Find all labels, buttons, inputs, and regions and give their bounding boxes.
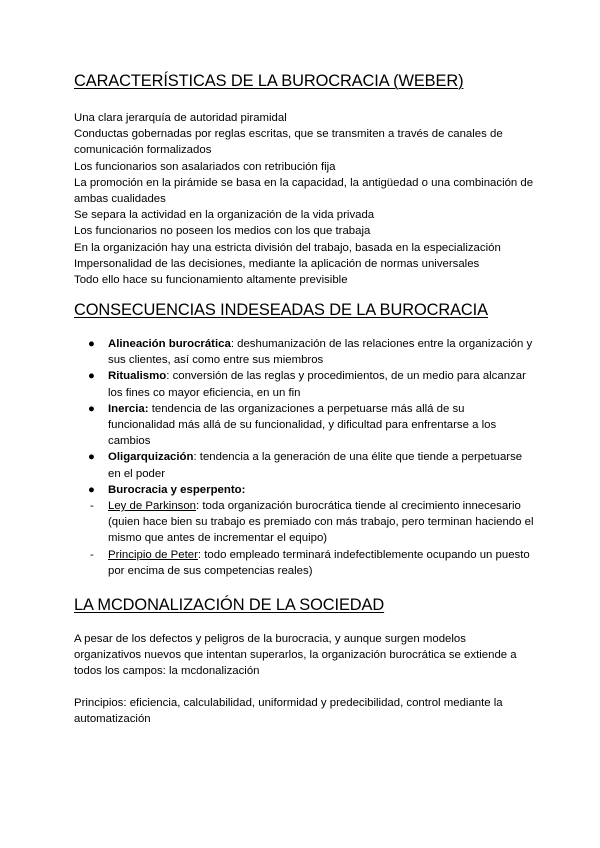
item-text: : todo empleado terminará indefectiblemente ocupando un puesto por encima de sus competencias reales)	[108, 548, 530, 577]
item-term: Burocracia y esperpento:	[108, 483, 246, 496]
caracteristica-line: Los funcionarios no poseen los medios con los que trabaja	[74, 225, 371, 238]
caracteristica-line: Una clara jerarquía de autoridad piramidal	[74, 112, 287, 124]
caracteristica-line: Los funcionarios son asalariados con retribución fija	[74, 160, 336, 173]
list-item	[74, 401, 534, 450]
bullet-marker: ●	[88, 451, 95, 464]
list-item	[74, 368, 534, 400]
caracteristica-line: Se separa la actividad en la organización de la vida privada	[74, 209, 375, 222]
item-term: Ley de Parkinson	[108, 500, 197, 513]
dash-marker: -	[90, 548, 94, 561]
item-text: : conversión de las reglas y procedimientos, de un medio para alcanzar los fines co mayor eficiencia, en un fin	[108, 370, 526, 399]
caracteristicas-list	[74, 110, 534, 288]
item-term: Inercia:	[108, 402, 149, 415]
paragraph-text: A pesar de los defectos y peligros de la burocracia, y aunque surgen modelos organizativos nuevos que intentan superarlos, la organización burocrática se extiende a todos los campos: la mcdonalización	[74, 633, 517, 678]
section-heading-caracteristicas: CARACTERÍSTICAS DE LA BUROCRACIA (WEBER)	[74, 72, 464, 90]
item-term: Alineación burocrática	[108, 338, 231, 350]
mcdonalizacion-paragraph	[74, 631, 534, 680]
caracteristica-line: Conductas gobernadas por reglas escritas, que se transmiten a través de canales de comunicación formalizados	[74, 128, 503, 157]
list-item	[74, 482, 534, 498]
item-text: : deshumanización de las relaciones entre la organización y sus clientes, así como entre sus miembros	[108, 338, 533, 367]
section-heading-mcdonalizacion: LA MCDONALIZACIÓN DE LA SOCIEDAD	[74, 596, 385, 614]
sub-list-item	[74, 547, 534, 579]
bullet-marker: ●	[88, 402, 95, 415]
item-text: : toda organización burocrática tiende al crecimiento innecesario (quien hace bien su trabajo es premiado con más trabajo, pero terminan haciendo el mismo que antes de incrementar el equipo)	[108, 500, 534, 545]
consecuencias-list	[74, 336, 534, 579]
bullet-marker: ●	[88, 483, 95, 496]
list-item	[74, 449, 534, 481]
bullet-marker: ●	[88, 370, 95, 383]
item-term: Principio de Peter	[108, 548, 198, 561]
principios-paragraph	[74, 695, 534, 727]
item-text: tendencia de las organizaciones a perpetuarse más allá de su funcionalidad más allá de su funcionalidad, y dificultad para enfrentarse a los cambios	[108, 402, 497, 448]
caracteristica-line: En la organización hay una estricta división del trabajo, basada en la especialización	[74, 241, 501, 254]
bullet-marker: ●	[88, 338, 95, 350]
paragraph-text: Principios: eficiencia, calculabilidad, uniformidad y predecibilidad, control mediante la automatización	[74, 697, 503, 726]
item-term: Oligarquización	[108, 451, 194, 464]
section-heading-consecuencias: CONSECUENCIAS INDESEADAS DE LA BUROCRACIA	[74, 301, 488, 319]
caracteristica-line: La promoción en la pirámide se basa en la capacidad, la antigüedad o una combinación de ambas cualidades	[74, 176, 534, 206]
item-text: : tendencia a la generación de una élite que tiende a perpetuarse en el poder	[108, 451, 523, 480]
dash-marker: -	[90, 500, 94, 513]
caracteristica-line: Todo ello hace su funcionamiento altamente previsible	[74, 274, 348, 287]
item-term: Ritualismo	[108, 370, 167, 383]
caracteristica-line: Impersonalidad de las decisiones, mediante la aplicación de normas universales	[74, 257, 480, 270]
list-item	[74, 336, 534, 368]
sub-list-item	[74, 498, 534, 547]
